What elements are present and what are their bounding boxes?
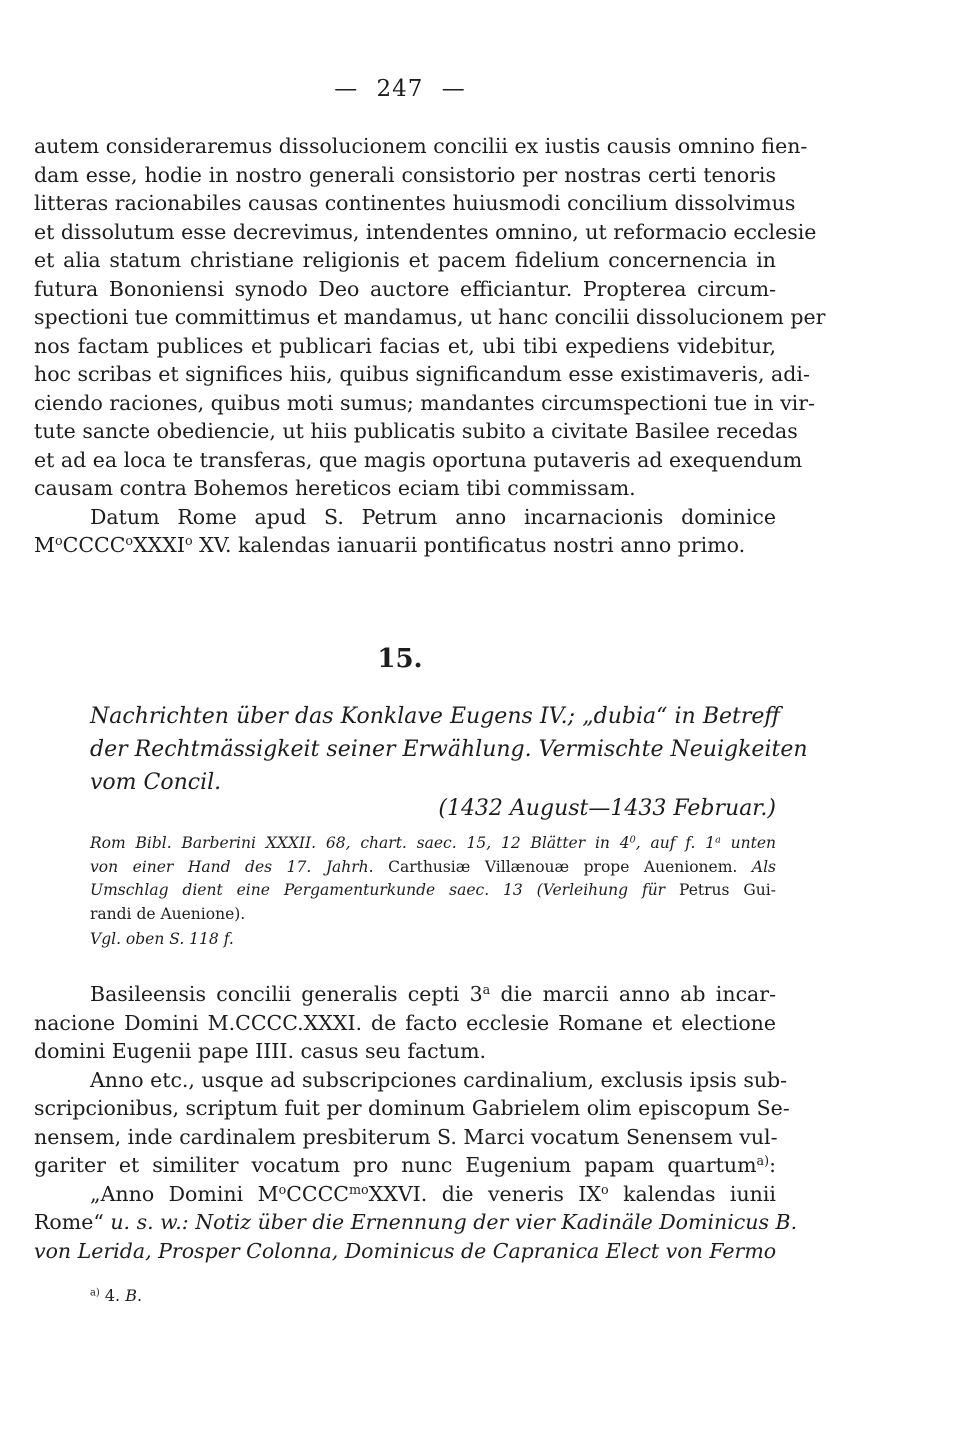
- text-line: gariter et similiter vocatum pro nunc Eugenium papam quartum$^{a)}$:: [34, 1153, 776, 1177]
- text-line: „Anno Domini $M^oCCCC^{mo}XXVI$. die veneris $IX^o$ kalendas iunii: [90, 1181, 776, 1206]
- footnote: $^{a)}$ 4. B.: [90, 1286, 143, 1305]
- text-line: autem consideraremus dissolucionem concilii ex iustis causis omnino fien-: [34, 134, 808, 158]
- text-line: et ad ea loca te transferas, que magis oportuna putaveris ad exequendum: [34, 447, 803, 472]
- title-line: der Rechtmässigkeit seiner Erwählung. Vermischte Neuigkeiten: [90, 737, 808, 762]
- source-line: von einer Hand des 17. Jahrh. Carthusiæ Villænouæ prope Auenionem. Als: [90, 857, 776, 876]
- text-line: tute sancte obediencie, ut hiis publicatis subito a civitate Basilee recedas: [34, 419, 798, 443]
- datum-line: Datum Rome apud S. Petrum anno incarnacionis dominice: [90, 504, 776, 529]
- date-range: (1432 August—1433 Februar.): [438, 796, 776, 821]
- chronicle-text: [34, 980, 798, 1265]
- text-line: ciendo raciones, quibus moti sumus; mandantes circumspectioni tue in vir-: [34, 390, 815, 415]
- letter-text: [34, 132, 826, 560]
- text-line: nacione Domini M.CCCC.XXXI. de facto ecclesie Romane et electione: [34, 1010, 776, 1035]
- datum-date-line: $M^oCCCC^oXXXI^o$ XV. kalendas ianuarii pontificatus nostri anno primo.: [34, 533, 746, 557]
- section-title: [90, 700, 808, 799]
- text-line: Basileensis concilii generalis cepti 3$^a$ die marcii anno ab incar-: [90, 982, 776, 1006]
- source-note: [90, 832, 776, 926]
- text-line: von Lerida, Prosper Colonna, Dominicus de Capranica Elect von Fermo: [34, 1238, 777, 1263]
- text-line: nensem, inde cardinalem presbiterum S. Marci vocatum Senensem vul-: [34, 1124, 778, 1149]
- text-line: litteras racionabiles causas continentes huiusmodi concilium dissolvimus: [34, 191, 796, 215]
- text-line: et dissolutum esse decrevimus, intendentes omnino, ut reformacio ecclesie: [34, 219, 817, 244]
- text-line: Rome“ u. s. w.: Notiz über die Ernennung der vier Kadinäle Dominicus B.: [34, 1210, 798, 1234]
- source-line: randi de Auenione).: [90, 904, 246, 923]
- footnote-marker: a): [90, 1287, 100, 1299]
- text-line: hoc scribas et significes hiis, quibus significandum esse existimaveris, adi-: [34, 362, 810, 386]
- text-line: scripcionibus, scriptum fuit per dominum Gabrielem olim episcopum Se-: [34, 1096, 790, 1120]
- title-line: Nachrichten über das Konklave Eugens IV.; „dubia“ in Betreff: [90, 704, 780, 729]
- text-line: spectioni tue committimus et mandamus, ut hanc concilii dissolucionem per: [34, 305, 826, 329]
- text-line: Anno etc., usque ad subscripciones cardinalium, exclusis ipsis sub-: [90, 1067, 788, 1092]
- text-line: et alia statum christiane religionis et pacem fidelium concernencia in: [34, 248, 776, 272]
- section-number: 15.: [377, 644, 423, 674]
- text-line: nos factam publices et publicari facias et, ubi tibi expediens videbitur,: [34, 333, 776, 358]
- source-line: Umschlag dient eine Pergamenturkunde saec. 13 (Verleihung für Petrus Gui-: [90, 881, 776, 899]
- title-line: vom Concil.: [90, 770, 222, 795]
- text-line: causam contra Bohemos hereticos eciam tibi commissam.: [34, 476, 636, 500]
- page-number: — 247 —: [334, 76, 466, 102]
- cross-reference: Vgl. oben S. 118 f.: [90, 930, 234, 948]
- source-line: Rom Bibl. Barberini XXXII. 68, chart. saec. 15, 12 Blätter in $4^0$, auf f. 1$^a$ unten: [90, 834, 776, 852]
- text-line: futura Bononiensi synodo Deo auctore efficiantur. Propterea circum-: [34, 276, 776, 301]
- text-line: dam esse, hodie in nostro generali consistorio per nostras certi tenoris: [34, 162, 776, 187]
- text-line: domini Eugenii pape IIII. casus seu factum.: [34, 1039, 487, 1063]
